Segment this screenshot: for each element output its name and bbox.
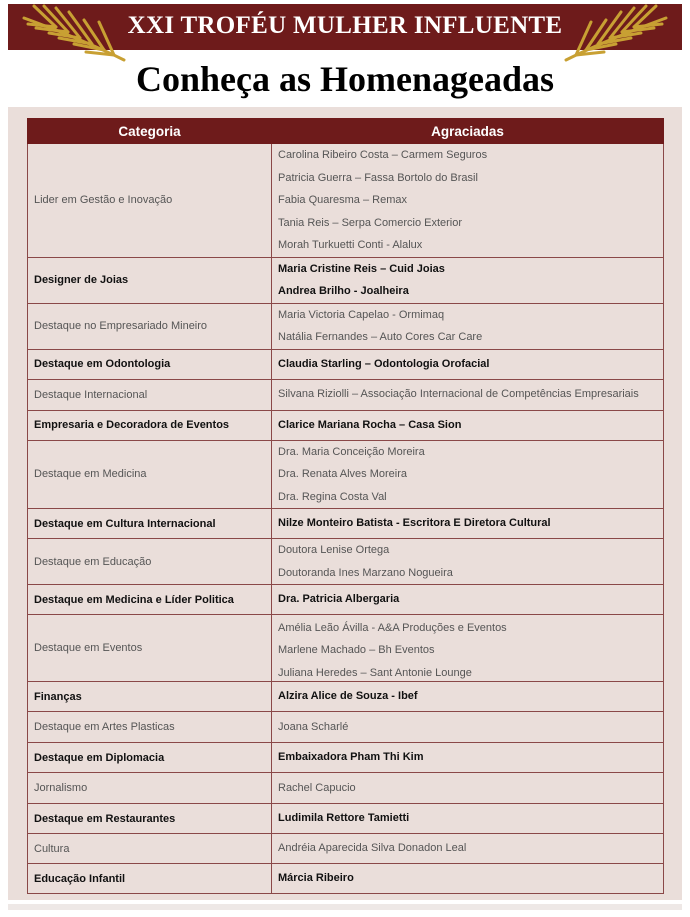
table-row: [28, 585, 664, 615]
category-cell: Destaque em Medicina: [28, 440, 272, 509]
honoree-name: Claudia Starling – Odontologia Orofacial: [278, 357, 490, 370]
honoree-name: Dra. Renata Alves Moreira: [278, 468, 407, 480]
table-row: [28, 804, 664, 834]
category-cell: Cultura: [28, 834, 272, 864]
table-row: [28, 834, 664, 864]
honorees-cell: [272, 144, 664, 258]
category-cell: Destaque em Eventos: [28, 615, 272, 682]
honorees-cell: [272, 539, 664, 585]
honorees-cell: [272, 864, 664, 894]
honorees-cell: [272, 509, 664, 539]
honorees-cell: [272, 440, 664, 509]
table-row: [28, 773, 664, 804]
honorees-table: [27, 118, 664, 894]
honoree-name: Silvana Riziolli – Associação Internacional de Competências Empresariais: [278, 388, 639, 401]
category-cell: Destaque Internacional: [28, 379, 272, 410]
honorees-cell: [272, 834, 664, 864]
honorees-cell: [272, 615, 664, 682]
category-cell: Destaque no Empresariado Mineiro: [28, 303, 272, 349]
honoree-name: Marlene Machado – Bh Eventos: [278, 644, 435, 656]
category-cell: Designer de Joias: [28, 257, 272, 303]
category-cell: Lider em Gestão e Inovação: [28, 144, 272, 258]
table-row: [28, 864, 664, 894]
honorees-cell: [272, 712, 664, 743]
table-row: [28, 379, 664, 410]
honoree-name: Dra. Patricia Albergaria: [278, 593, 400, 606]
page-title: Conheça as Homenageadas: [135, 59, 554, 99]
honoree-name: Maria Victoria Capelao - Ormimaq: [278, 308, 445, 321]
honoree-name: Rachel Capucio: [278, 781, 356, 794]
table-row: [28, 144, 664, 258]
honoree-name: Márcia Ribeiro: [278, 872, 354, 885]
table-row: [28, 410, 664, 440]
honorees-cell: [272, 773, 664, 804]
honoree-name: Patricia Guerra – Fassa Bortolo do Brasil: [278, 171, 478, 184]
honorees-cell: [272, 349, 664, 379]
category-cell: Destaque em Diplomacia: [28, 743, 272, 773]
honorees-cell: [272, 585, 664, 615]
table-row: [28, 440, 664, 509]
honoree-name: Ludimila Rettore Tamietti: [278, 812, 410, 825]
bottom-strip: [8, 904, 682, 910]
category-cell: Empresaria e Decoradora de Eventos: [28, 410, 272, 440]
header-categoria: Categoria: [28, 119, 272, 144]
category-cell: Destaque em Restaurantes: [28, 804, 272, 834]
category-cell: Educação Infantil: [28, 864, 272, 894]
honoree-name: Dra. Regina Costa Val: [278, 490, 387, 503]
table-row: [28, 349, 664, 379]
table-header-row: [28, 119, 664, 144]
honoree-name: Dra. Maria Conceição Moreira: [278, 445, 425, 458]
category-cell: Finanças: [28, 682, 272, 712]
table-row: [28, 682, 664, 712]
honorees-cell: [272, 379, 664, 410]
honorees-cell: [272, 682, 664, 712]
honoree-name: Doutora Lenise Ortega: [278, 544, 390, 556]
category-cell: Destaque em Educação: [28, 539, 272, 585]
category-cell: Jornalismo: [28, 773, 272, 804]
honoree-name: Embaixadora Pham Thi Kim: [278, 751, 424, 764]
table-row: [28, 257, 664, 303]
honoree-name: Andréia Aparecida Silva Donadon Leal: [278, 842, 467, 855]
honoree-name: Alzira Alice de Souza - Ibef: [278, 690, 418, 703]
honoree-name: Nilze Monteiro Batista - Escritora E Diretora Cultural: [278, 517, 551, 530]
honorees-cell: [272, 804, 664, 834]
category-cell: Destaque em Cultura Internacional: [28, 509, 272, 539]
honorees-cell: [272, 743, 664, 773]
category-cell: Destaque em Artes Plasticas: [28, 712, 272, 743]
header-agraciadas: Agraciadas: [272, 119, 664, 144]
honoree-name: Juliana Heredes – Sant Antonie Lounge: [278, 666, 472, 679]
honoree-name: Fabia Quaresma – Remax: [278, 194, 407, 206]
honoree-name: Amélia Leão Ávilla - A&A Produções e Eventos: [278, 621, 507, 634]
table-row: [28, 509, 664, 539]
honorees-cell: [272, 257, 664, 303]
table-row: [28, 712, 664, 743]
honorees-cell: [272, 303, 664, 349]
honorees-cell: [272, 410, 664, 440]
honoree-name: Carolina Ribeiro Costa – Carmem Seguros: [278, 149, 488, 161]
category-cell: Destaque em Odontologia: [28, 349, 272, 379]
table-body: [28, 144, 664, 894]
honoree-name: Andrea Brilho - Joalheira: [278, 285, 409, 297]
honoree-name: Natália Fernandes – Auto Cores Car Care: [278, 331, 483, 343]
honoree-name: Joana Scharlé: [278, 720, 349, 733]
table-row: [28, 743, 664, 773]
honoree-name: Maria Cristine Reis – Cuid Joias: [278, 262, 445, 275]
category-cell: Destaque em Medicina e Líder Politica: [28, 585, 272, 615]
banner-title: XXI TROFÉU MULHER INFLUENTE: [127, 12, 563, 39]
table-row: [28, 615, 664, 682]
honoree-name: Doutoranda Ines Marzano Nogueira: [278, 566, 453, 579]
table-row: [28, 303, 664, 349]
honoree-name: Tania Reis – Serpa Comercio Exterior: [278, 216, 463, 229]
honoree-name: Morah Turkuetti Conti - Alalux: [278, 239, 423, 251]
table-row: [28, 539, 664, 585]
honoree-name: Clarice Mariana Rocha – Casa Sion: [278, 418, 462, 431]
